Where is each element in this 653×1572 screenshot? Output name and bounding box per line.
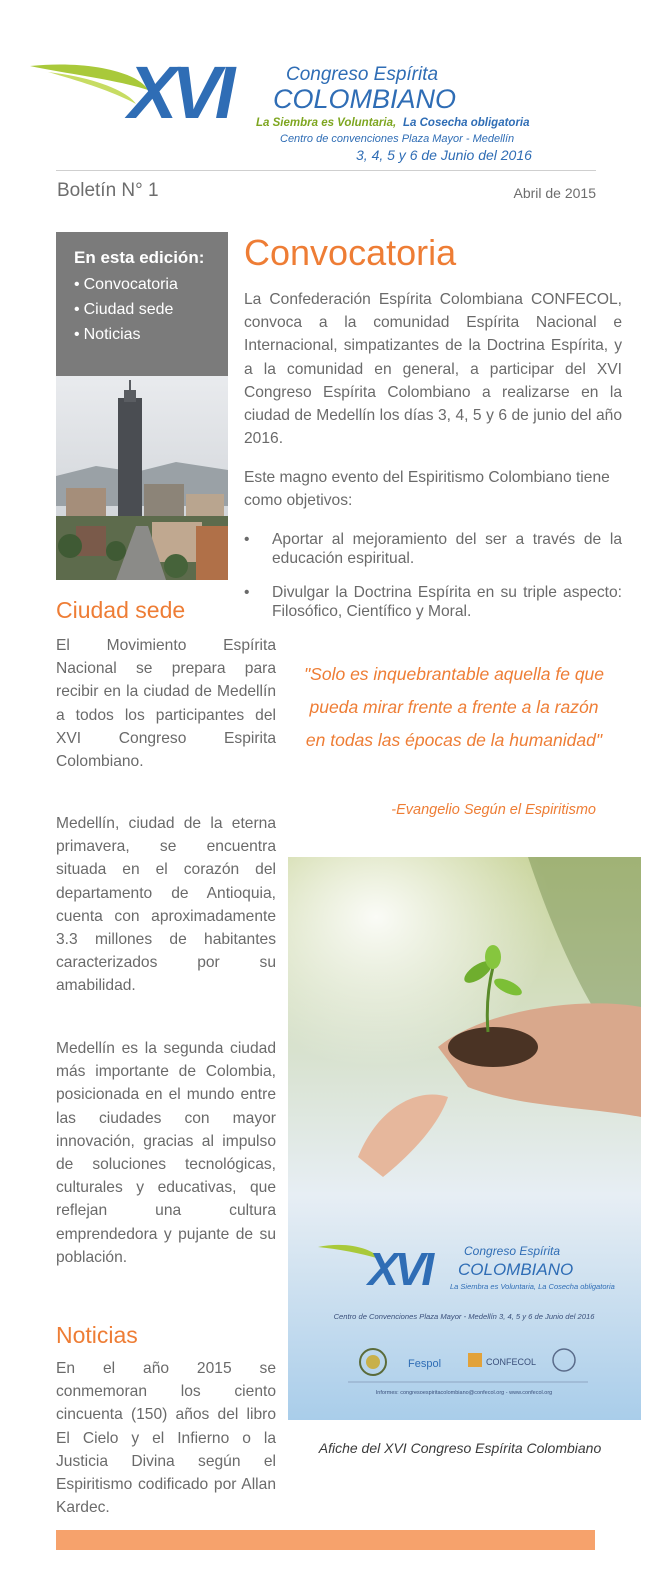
footer-bar [56,1530,595,1550]
quote-author: -Evangelio Según el Espiritismo [391,802,596,818]
poster-caption: Afiche del XVI Congreso Espírita Colombiano [318,1440,602,1456]
ciudad-paragraph-1: El Movimiento Espírita Nacional se prepara para recibir en la ciudad de Medellín a todos los participantes del XVI Congreso Espirita Colombiano. [56,637,276,771]
ciudad-paragraph-3: Medellín es la segunda ciudad más importante de Colombia, posicionada en el mundo entre las ciudades con mayor innovación, gracias al impulso de soluciones tecnológicas, culturales y educativas, que reflejan una cultura emprendedora y pujante de su población. [56,1040,276,1266]
toc-item-label: Ciudad sede [83,301,174,318]
section-title-ciudad-sede: Ciudad sede [56,597,186,623]
toc-item-convocatoria[interactable]: • Convocatoria [74,276,178,293]
list-item [244,583,622,621]
logo-dates: 3, 4, 5 y 6 de Junio del 2016 [356,147,532,163]
logo-tagline-a: La Siembra es Voluntaria, [256,117,397,129]
issue-date: Abril de 2015 [513,185,596,201]
toc-item-label: Noticias [83,326,141,343]
org-fespol: Fespol [408,1358,442,1370]
toc-item-noticias[interactable]: • Noticias [74,326,141,343]
toc-item-label: Convocatoria [83,276,178,293]
ciudad-paragraph-2: Medellín, ciudad de la eterna primavera, se encuentra situada en el corazón del departamento de Antioquia, cuenta con aproximadamente 3.3 millones de habitantes caracterizados por su amabilidad. [56,815,276,995]
confecol-logo-icon [468,1353,482,1367]
org-confecol: CONFECOL [486,1357,537,1367]
objectives-list [244,530,622,636]
logo-venue: Centro de convenciones Plaza Mayor - Medellín [280,133,515,145]
objective-text: Divulgar la Doctrina Espírita en su triple aspecto: Filosófico, Científico y Moral. [272,584,622,620]
convocatoria-paragraph-1: La Confederación Espírita Colombiana CONFECOL, convoca a la comunidad Espírita Nacional e Internacional, simpatizantes de la Doctrina Espírita, y a la comunidad en general, a participar del XVI Congreso Espírita Colombiano a realizarse en la ciudad de Medellín los días 3, 4, 5 y 6 de junio del año 2016. [244,291,622,448]
poster-tagline: La Siembra es Voluntaria, La Cosecha obligatoria [450,1282,615,1291]
poster-line1: Congreso Espírita [464,1244,561,1258]
logo-line1: Congreso Espírita [286,64,439,85]
poster-venue: Centro de Convenciones Plaza Mayor - Medellín 3, 4, 5 y 6 de Junio del 2016 [333,1312,595,1321]
logo-line2: COLOMBIANO [273,84,457,114]
toc-item-ciudad-sede[interactable]: • Ciudad sede [74,301,174,318]
logo-numeral: XVI [128,52,230,134]
toc-title: En esta edición: [74,248,205,267]
congress-logo [28,52,608,170]
bullet-icon: • [244,531,250,548]
noticias-paragraph-1: En el año 2015 se conmemoran los ciento cincuenta (150) años del libro El Cielo y el Infierno o la Justicia Divina según el Espiritismo codificado por Allan Kardec. [56,1360,276,1517]
toc-box [56,232,228,376]
poster-numeral: XVI [368,1243,431,1295]
objective-text: Aportar al mejoramiento del ser a través de la educación espiritual. [272,531,622,567]
section-title-noticias: Noticias [56,1322,138,1348]
medellin-city-photo [56,376,228,580]
leaf-icon [485,945,501,969]
convocatoria-paragraph-2: Este magno evento del Espiritismo Colombiano tiene como objetivos: [244,469,610,510]
section-title-convocatoria: Convocatoria [244,232,457,273]
bulletin-number: Boletín N° 1 [57,180,159,201]
logo-tagline-b: La Cosecha obligatoria [403,117,530,129]
bullet-icon: • [244,584,250,601]
poster-contact: Informes: congresoespiritacolombiano@confecol.org - www.confecol.org [375,1390,553,1396]
pull-quote: "Solo es inquebrantable aquella fe que pueda mirar frente a frente a la razón en todas las épocas de la humanidad" [303,664,605,750]
congress-poster [288,857,641,1420]
list-item [244,530,622,568]
poster-line2: COLOMBIANO [458,1260,574,1279]
soil-icon [448,1027,538,1067]
header-divider [56,170,596,171]
